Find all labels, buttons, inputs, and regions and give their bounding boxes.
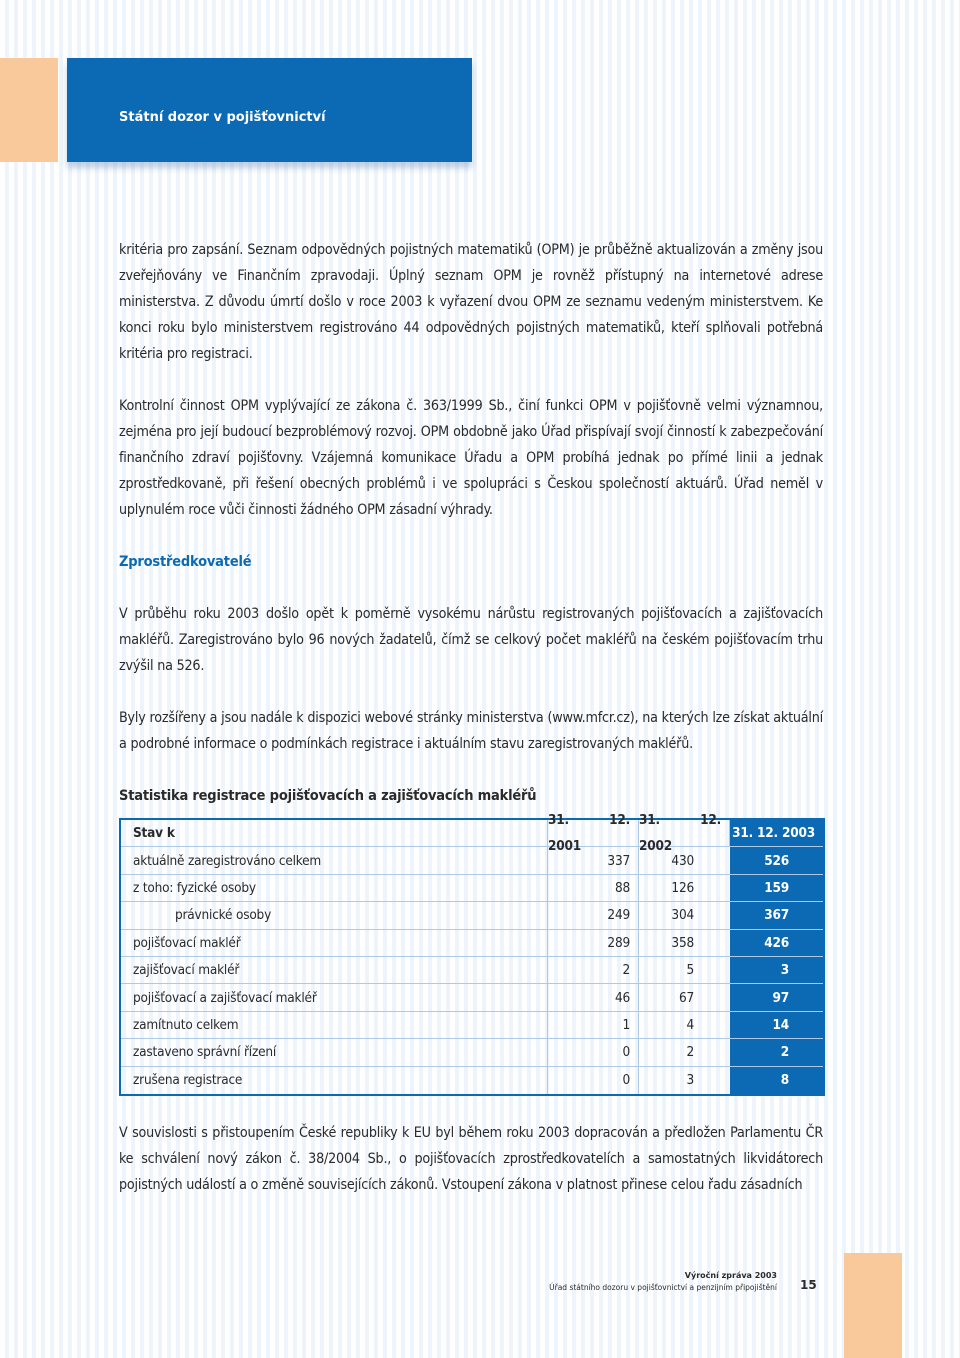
paragraph-opm-control: Kontrolní činnost OPM vyplývající ze zákona č. 363/1999 Sb., činí funkci OPM v pojišťovně velmi významnou, zejména pro její budoucí bezproblémový rozvoj. OPM obdobně jako Úřad přispívají svojí činností k zabezpečování finančního zdraví pojišťovny. Vzájemná komunikace Úřadu a OPM probíhá jednak po přímé linii a jednak zprostředkovaně, při řešení obecných problémů i ve spolupráci s Českou společností aktuárů. Úřad neměl v uplynulém roce vůči činnosti žádného OPM zásadní výhrady. bbox=[119, 398, 823, 518]
value-2001: 88 bbox=[548, 875, 639, 901]
value-2002: 4 bbox=[686, 1016, 694, 1033]
page-number: 15 bbox=[800, 1278, 817, 1292]
header-cell-2002: 31. 12. 2002 bbox=[639, 820, 730, 846]
table-title: Statistika registrace pojišťovacích a zajišťovacích makléřů bbox=[119, 788, 537, 804]
value-2001: 2 bbox=[548, 957, 639, 983]
value-2003: 367 bbox=[730, 902, 823, 928]
value-2003: 14 bbox=[730, 1012, 823, 1038]
footer-office-name: Úřad státního dozoru v pojišťovnictví a penzijním připojištění bbox=[549, 1283, 777, 1292]
orange-accent-block-footer bbox=[844, 1253, 902, 1358]
table-row bbox=[121, 902, 823, 929]
value-2003: 526 bbox=[730, 847, 823, 873]
table-row bbox=[121, 875, 823, 902]
row-label: pojišťovací a zajišťovací makléř bbox=[121, 984, 548, 1010]
value-2002: 5 bbox=[686, 962, 694, 979]
table-row bbox=[121, 847, 823, 874]
section-header-title: Státní dozor v pojišťovnictví bbox=[119, 110, 326, 125]
main-content bbox=[119, 237, 823, 1224]
row-label: zrušena registrace bbox=[121, 1067, 548, 1094]
value-2002: 67 bbox=[678, 989, 694, 1006]
value-2003: 8 bbox=[730, 1067, 823, 1094]
value-2002: 126 bbox=[671, 879, 694, 896]
value-2002: 3 bbox=[686, 1072, 694, 1089]
value-2003: 159 bbox=[730, 875, 823, 901]
page-footer bbox=[549, 1270, 777, 1294]
table-row bbox=[121, 1067, 823, 1094]
table-header-row bbox=[121, 812, 823, 855]
orange-accent-block bbox=[0, 58, 58, 162]
header-cell-2001: 31. 12. 2001 bbox=[548, 820, 639, 846]
row-label: z toho: fyzické osoby bbox=[121, 875, 548, 901]
value-2003: 2 bbox=[730, 1039, 823, 1065]
value-2001: 337 bbox=[548, 847, 639, 873]
value-2002: 304 bbox=[671, 907, 694, 924]
value-2002: 358 bbox=[671, 934, 694, 951]
value-2001: 289 bbox=[548, 930, 639, 956]
paragraph-opm-register: kritéria pro zapsání. Seznam odpovědných pojistných matematiků (OPM) je průběžně aktualizován a změny jsou zveřejňovány ve Finančním zpravodaji. Úplný seznam OPM je rovněž přístupný na internetové adrese ministerstva. Z důvodu úmrtí došlo v roce 2003 k vyřazení dvou OPM ze seznamu vedeným ministerstvem. Ke konci roku bylo ministerstvem registrováno 44 odpovědných pojistných matematiků, kteří splňovali potřebná kritéria pro registraci. bbox=[119, 242, 823, 362]
value-2001: 0 bbox=[548, 1039, 639, 1065]
row-label: právnické osoby bbox=[121, 902, 548, 928]
table-row bbox=[121, 984, 823, 1011]
row-label: zamítnuto celkem bbox=[121, 1012, 548, 1038]
header-cell-2003: 31. 12. 2003 bbox=[730, 820, 823, 846]
row-label: aktuálně zaregistrováno celkem bbox=[121, 847, 548, 873]
table-row bbox=[121, 1012, 823, 1039]
value-2001: 1 bbox=[548, 1012, 639, 1038]
paragraph-brokers-growth: V průběhu roku 2003 došlo opět k poměrně vysokému nárůstu registrovaných pojišťovacích a zajišťovacích makléřů. Zaregistrováno bylo 96 nových žadatelů, čímž se celkový počet makléřů na českém pojišťovacím trhu zvýšil na 526. bbox=[119, 606, 823, 674]
row-label: zajišťovací makléř bbox=[121, 957, 548, 983]
header-cell-label: Stav k bbox=[121, 820, 548, 846]
table-row bbox=[121, 930, 823, 957]
broker-statistics-table bbox=[119, 812, 825, 1096]
value-2001: 46 bbox=[548, 984, 639, 1010]
row-label: zastaveno správní řízení bbox=[121, 1039, 548, 1065]
value-2001: 249 bbox=[548, 902, 639, 928]
value-2003: 3 bbox=[730, 957, 823, 983]
value-2002: 2 bbox=[686, 1044, 694, 1061]
paragraph-eu-accession: V souvislosti s přistoupením České republiky k EU byl během roku 2003 dopracován a předložen Parlamentu ČR ke schválení nový zákon č. 38/2004 Sb., o pojišťovacích zprostředkovatelích a samostatných likvidátorech pojistných událostí a o změně souvisejících zákonů. Vstoupení zákona v platnost přinese celou řadu zásadních bbox=[119, 1124, 823, 1193]
section-heading-intermediaries: Zprostředkovatelé bbox=[119, 554, 252, 570]
table-row bbox=[121, 1039, 823, 1066]
value-2001: 0 bbox=[548, 1067, 639, 1094]
table-row bbox=[121, 957, 823, 984]
value-2002: 430 bbox=[671, 852, 694, 869]
section-header-box bbox=[67, 58, 472, 162]
footer-report-title: Výroční zpráva 2003 bbox=[684, 1271, 777, 1280]
row-label: pojišťovací makléř bbox=[121, 930, 548, 956]
value-2003: 426 bbox=[730, 930, 823, 956]
value-2003: 97 bbox=[730, 984, 823, 1010]
paragraph-website: Byly rozšířeny a jsou nadále k dispozici webové stránky ministerstva (www.mfcr.cz), na kterých lze získat aktuální a podrobné informace o podmínkách registrace i aktuálním stavu zaregistrovaných makléřů. bbox=[119, 710, 823, 752]
